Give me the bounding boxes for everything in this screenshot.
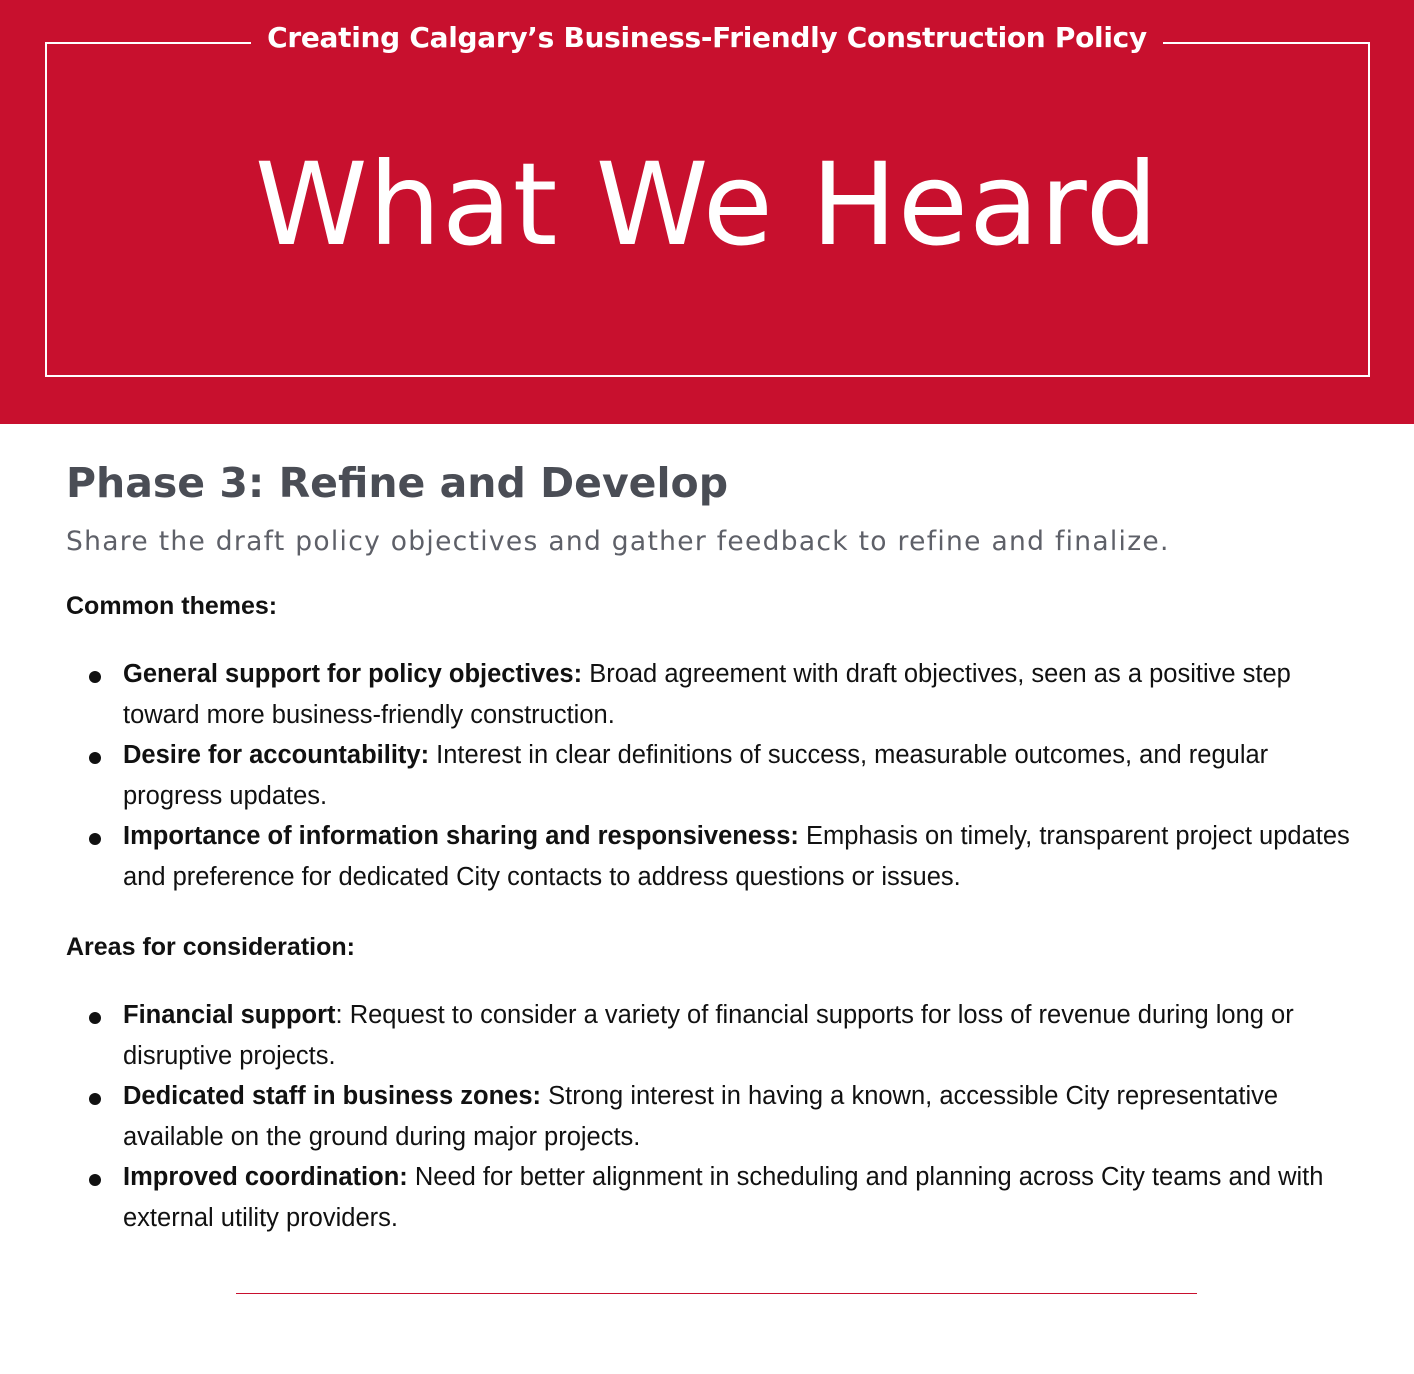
item-text: : Request to consider a variety of financial supports for loss of revenue during long or disruptive projects. <box>123 1001 1294 1070</box>
areas-list <box>66 995 1366 1238</box>
item-label: Importance of information sharing and responsiveness: <box>123 822 799 850</box>
list-item <box>66 735 1366 816</box>
list-item <box>66 816 1366 897</box>
common-themes-heading: Common themes: <box>66 592 278 620</box>
item-label: Improved coordination: <box>123 1163 408 1191</box>
bullet-icon <box>89 671 101 683</box>
item-text: Interest in clear definitions of success, measurable outcomes, and regular progress updates. <box>123 741 1269 810</box>
bullet-icon <box>89 1012 101 1024</box>
list-item <box>66 654 1366 735</box>
main-content <box>66 454 1366 1238</box>
common-themes-list <box>66 654 1366 897</box>
bullet-icon <box>89 1093 101 1105</box>
item-label: Desire for accountability: <box>123 741 430 769</box>
phase-subtitle: Share the draft policy objectives and gather feedback to refine and finalize. <box>66 526 1170 557</box>
header-kicker: Creating Calgary’s Business-Friendly Construction Policy <box>251 18 1163 58</box>
list-item <box>66 995 1366 1076</box>
header-banner <box>0 0 1414 424</box>
areas-heading: Areas for consideration: <box>66 933 355 961</box>
item-label: Financial support <box>123 1001 336 1029</box>
item-text: Emphasis on timely, transparent project updates and preference for dedicated City contacts to address questions or issues. <box>123 822 1350 891</box>
phase-title: Phase 3: Refine and Develop <box>66 459 729 507</box>
bullet-icon <box>89 833 101 845</box>
page-title: What We Heard <box>254 138 1160 271</box>
bullet-icon <box>89 1174 101 1186</box>
item-text: Need for better alignment in scheduling and planning across City teams and with external utility providers. <box>123 1163 1324 1232</box>
item-label: General support for policy objectives: <box>123 660 583 688</box>
item-text: Strong interest in having a known, accessible City representative available on the ground during major projects. <box>123 1082 1279 1151</box>
list-item <box>66 1076 1366 1157</box>
footer-divider <box>236 1293 1197 1294</box>
list-item <box>66 1157 1366 1238</box>
bullet-icon <box>89 752 101 764</box>
item-label: Dedicated staff in business zones: <box>123 1082 542 1110</box>
item-text: Broad agreement with draft objectives, seen as a positive step toward more business-friendly construction. <box>123 660 1291 729</box>
